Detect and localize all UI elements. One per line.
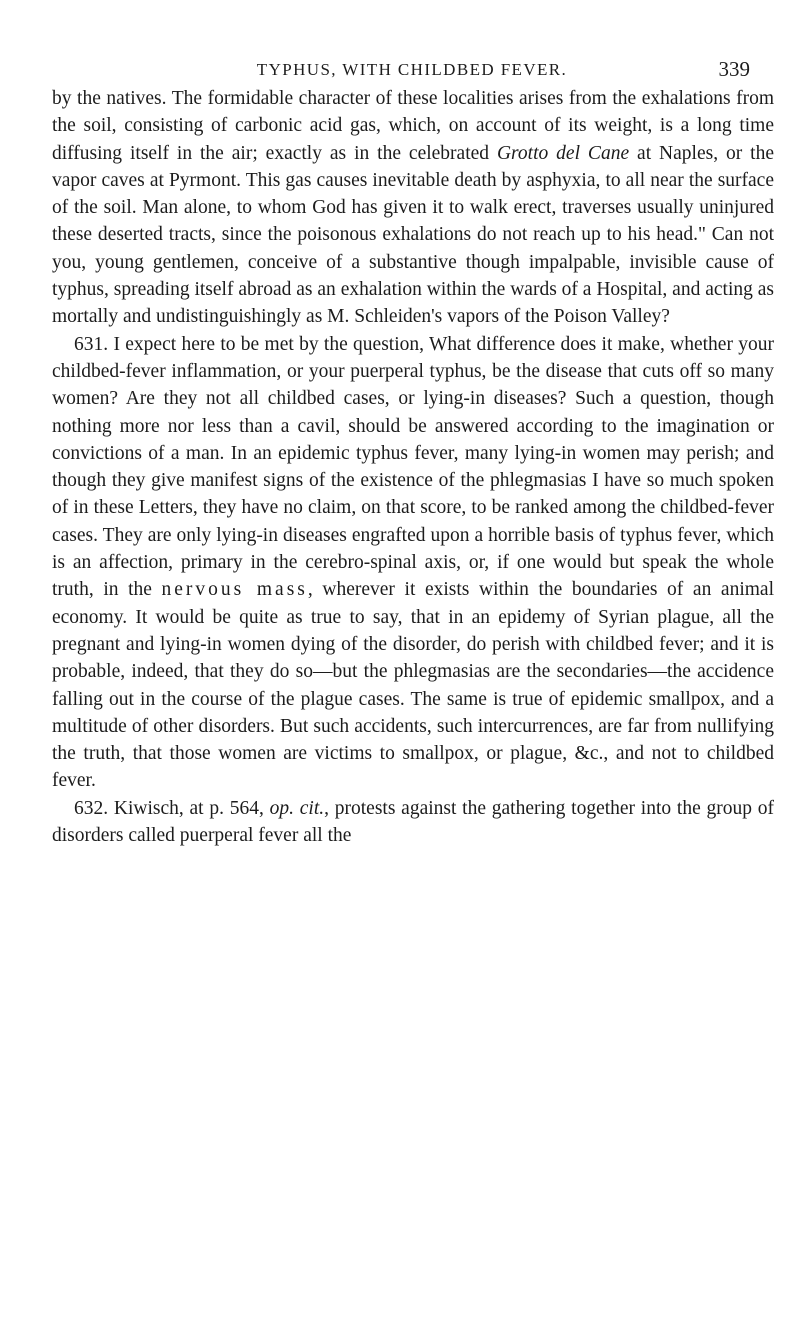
paragraph-631 <box>52 331 774 795</box>
text-segment: by the natives. The formidable character of these localities arises from the exhalations from the soil, consisting of carbonic acid gas, which, on account of its weight, is a long time diffusing itself in the air; exactly as in the celebrated <box>52 88 774 164</box>
page-number: 339 <box>718 57 750 81</box>
paragraph-632 <box>52 795 774 850</box>
paragraph-continuation <box>52 85 774 331</box>
italic-citation: op. cit. <box>269 797 325 819</box>
running-title: TYPHUS, WITH CHILDBED FEVER. <box>256 60 568 79</box>
italic-place-name: Grotto del Cane <box>496 142 630 164</box>
text-segment: , protests against the gathering together into the group of disorders called puerperal fever all the <box>52 797 774 847</box>
text-segment: at Naples, or the vapor caves at Pyrmont. This gas causes inevitable death by asphyxia, to all near the surface of the soil. Man alone, to whom God has given it to walk erect, traverses usually uninjured these deserted tracts, since the poisonous exhalations do not reach up to his head." Can not you, young gentlemen, conceive of a substantive though impalpable, invisible cause of typhus, spreading itself abroad as an exhalation within the wards of a Hospital, and acting as mortally and undistinguishingly as M. Schleiden's vapors of the Poison Valley? <box>52 142 774 328</box>
text-segment: 631. I expect here to be met by the question, What difference does it make, whether your childbed-fever inflammation, or your puerperal typhus, be the disease that cuts off so many women? Are they not all childbed cases, or lying-in diseases? Such a question, though nothing more nor less than a cavil, should be answered according to the imagination or convictions of a man. In an epidemic typhus fever, many lying-in women may perish; and though they give manifest signs of the existence of the phlegmasias I have so much spoken of in these Letters, they have no claim, on that score, to be ranked among the childbed-fever cases. They are only lying-in diseases engrafted upon a horrible basis of typhus fever, which is an affection, primary in the cerebro-spinal axis, or, if one would but speak the whole truth, in the <box>52 333 774 601</box>
letterspaced-emphasis: nervous mass <box>161 579 308 601</box>
text-segment: , wherever it exists within the boundaries of an animal economy. It would be quite as true to say, that in an epidemy of Syrian plague, all the pregnant and lying-in women dying of the disorder, do perish with childbed fever; and it is probable, indeed, that they do so—but the phlegmasias are the secondaries—the accidence falling out in the course of the plague cases. The same is true of epidemic smallpox, and a multitude of other disorders. But such accidents, such intercurrences, are far from nullifying the truth, that those women are victims to smallpox, or plague, &c., and not to childbed fever. <box>52 579 774 792</box>
body-text <box>52 85 774 849</box>
text-segment: 632. Kiwisch, at p. 564, <box>74 797 270 819</box>
